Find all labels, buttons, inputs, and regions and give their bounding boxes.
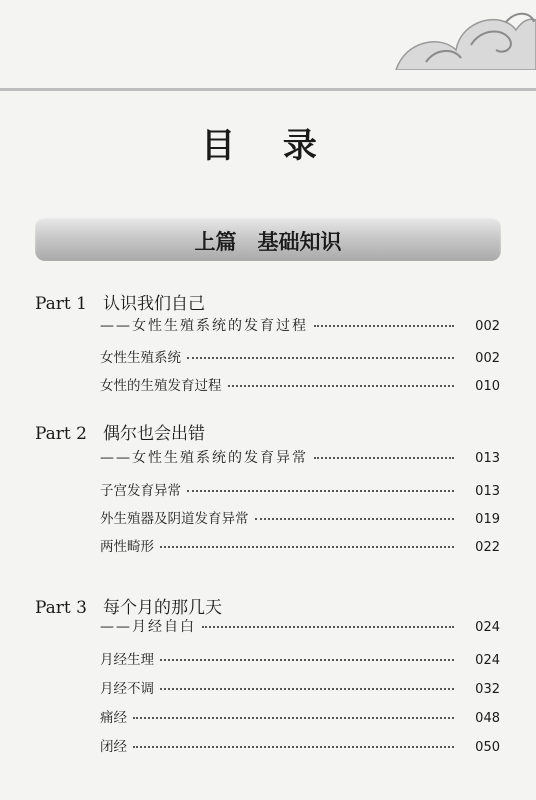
toc-entry[interactable] [100,706,500,726]
leader-dots [228,385,455,387]
leader-dots [187,357,454,359]
part-heading[interactable] [35,593,222,618]
toc-entry[interactable] [100,507,500,527]
leader-dots [133,717,454,719]
leader-dots [202,626,454,628]
page-number: 010 [475,379,500,394]
toc-entry[interactable] [100,735,500,755]
entry-label: 两性畸形 [100,539,154,555]
section-title: 上篇 基础知识 [194,229,342,254]
leader-dots [133,746,454,748]
toc-entry[interactable] [100,535,500,555]
entry-label: 子宫发育异常 [100,483,181,499]
page-number: 013 [475,451,500,466]
leader-dots [160,546,454,548]
leader-dots [314,457,454,459]
page-number: 024 [475,653,500,668]
page-number: 019 [475,512,500,527]
page-number: 002 [475,319,500,334]
part-heading[interactable] [35,419,205,444]
part-title: 认识我们自己 [103,294,205,314]
toc-entry[interactable] [100,677,500,697]
toc-entry[interactable] [100,374,500,394]
cloud-ornament [386,0,536,70]
entry-label: 女性的生殖发育过程 [100,378,222,394]
part-number: Part 3 [35,598,87,618]
toc-entry[interactable] [100,346,500,366]
toc-entry[interactable] [100,447,500,467]
leader-dots [314,325,454,327]
page-number: 022 [475,540,500,555]
part-number: Part 2 [35,424,87,444]
part-subtitle: ——女性生殖系统的发育异常 [100,450,308,466]
toc-entry[interactable] [100,479,500,499]
part-subtitle: ——月经自白 [100,619,196,635]
page-number: 032 [475,682,500,697]
entry-label: 闭经 [100,739,127,755]
part-heading[interactable] [35,289,205,314]
entry-label: 痛经 [100,710,127,726]
part-title: 每个月的那几天 [103,598,222,618]
page-number: 050 [475,740,500,755]
entry-label: 外生殖器及阴道发育异常 [100,511,249,527]
section-banner [35,217,501,261]
entry-label: 月经生理 [100,652,154,668]
entry-label: 月经不调 [100,681,154,697]
page-title: 目 录 [201,126,335,166]
leader-dots [187,490,454,492]
page-number: 013 [475,484,500,499]
toc-entry[interactable] [100,315,500,335]
toc-entry[interactable] [100,648,500,668]
part-number: Part 1 [35,294,87,314]
page-number: 048 [475,711,500,726]
entry-label: 女性生殖系统 [100,350,181,366]
toc-entry[interactable] [100,616,500,636]
page-number: 024 [475,620,500,635]
leader-dots [255,518,455,520]
header-rule [0,88,536,91]
part-title: 偶尔也会出错 [103,424,205,444]
leader-dots [160,688,454,690]
leader-dots [160,659,454,661]
part-subtitle: ——女性生殖系统的发育过程 [100,318,308,334]
page-number: 002 [475,351,500,366]
